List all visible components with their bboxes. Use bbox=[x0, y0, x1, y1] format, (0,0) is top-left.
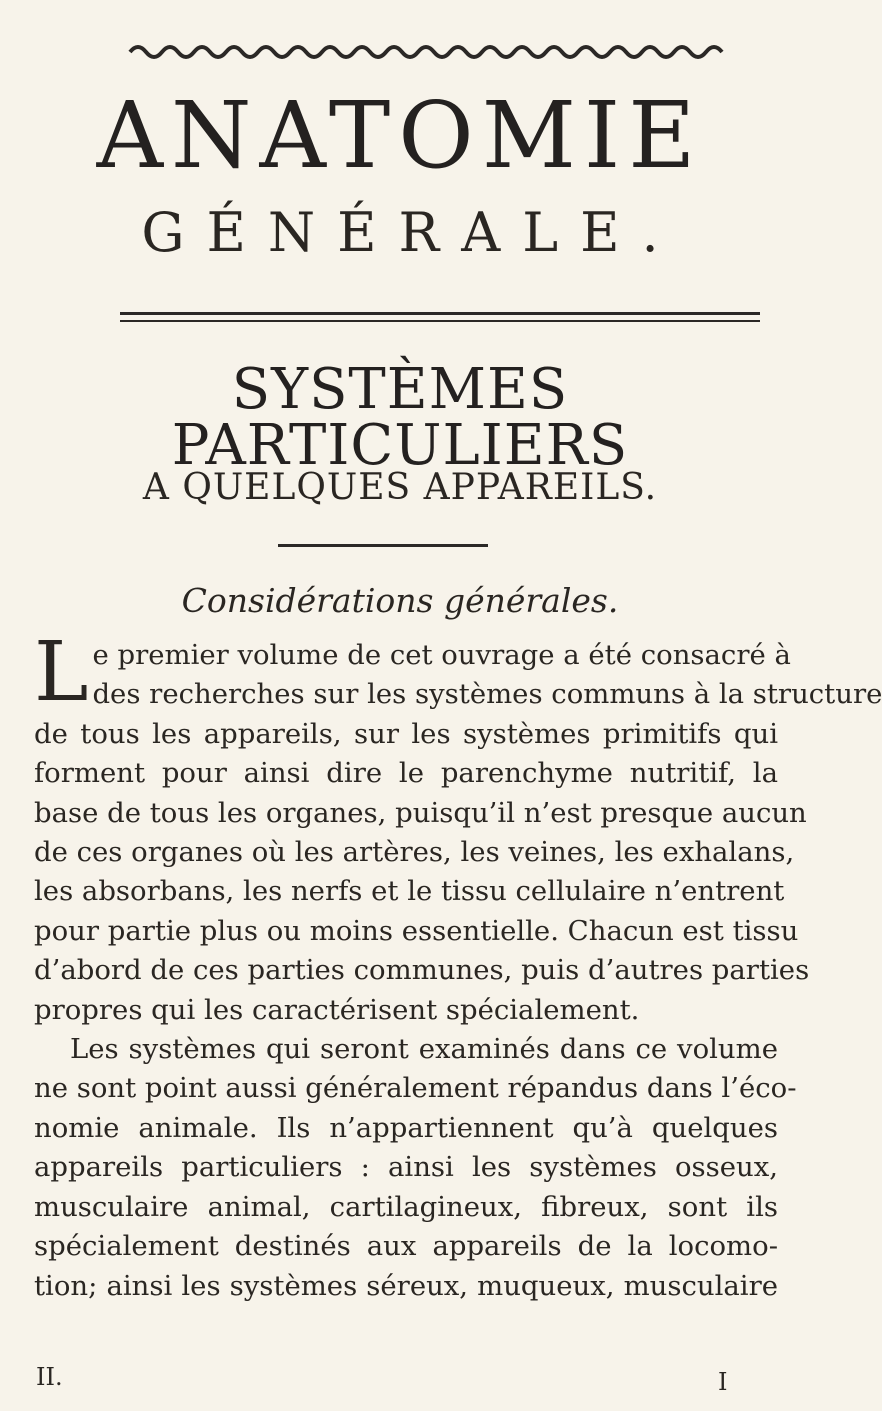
text-line: de tous les appareils, sur les systèmes primitifs qui bbox=[34, 717, 778, 750]
decorative-border-ornament bbox=[130, 38, 730, 66]
text-line: les absorbans, les nerfs et le tissu cellulaire n’entrent bbox=[34, 875, 785, 908]
text-line: propres qui les caractérisent spécialement. bbox=[34, 993, 640, 1026]
body-text bbox=[34, 625, 882, 1306]
text-line: nomie animale. Ils n’appartiennent qu’à quelques bbox=[34, 1111, 778, 1144]
text-line: e premier volume de cet ouvrage a été consacré à bbox=[92, 639, 791, 671]
signature-mark: II. bbox=[36, 1363, 63, 1391]
text-line: ne sont point aussi généralement répandus dans l’éco- bbox=[34, 1072, 797, 1105]
text-line: spécialement destinés aux appareils de la locomo- bbox=[34, 1230, 778, 1263]
paragraph-2 bbox=[34, 1030, 797, 1306]
text-line: tion; ainsi les systèmes séreux, muqueux, musculaire bbox=[34, 1269, 778, 1302]
text-line: Les systèmes qui seront examinés dans ce volume bbox=[70, 1033, 778, 1066]
section-heading: SYSTÈMES PARTICULIERS bbox=[171, 357, 629, 478]
short-rule-divider bbox=[278, 544, 488, 547]
text-line: pour partie plus ou moins essentielle. Chacun est tissu bbox=[34, 914, 799, 947]
text-line: de ces organes où les artères, les veines, les exhalans, bbox=[34, 836, 795, 869]
page-title: ANATOMIE bbox=[96, 82, 704, 189]
text-line: base de tous les organes, puisqu’il n’est presque aucun bbox=[34, 796, 807, 829]
double-rule-divider bbox=[120, 312, 760, 326]
paragraph-1 bbox=[34, 625, 882, 1030]
text-line: d’abord de ces parties communes, puis d’autres parties bbox=[34, 954, 810, 987]
signature-number: I bbox=[718, 1368, 728, 1396]
section-title: Considérations générales. bbox=[181, 581, 619, 620]
text-line: appareils particuliers : ainsi les systèmes osseux, bbox=[34, 1151, 778, 1184]
text-line: musculaire animal, cartilagineux, fibreux, sont ils bbox=[34, 1190, 778, 1223]
page-subtitle: GÉNÉRALE. bbox=[141, 201, 681, 264]
text-line: forment pour ainsi dire le parenchyme nutritif, la bbox=[34, 757, 778, 790]
text-line: des recherches sur les systèmes communs à la structure bbox=[92, 678, 882, 711]
drop-cap: L bbox=[34, 625, 89, 720]
section-subheading: A QUELQUES APPAREILS. bbox=[142, 467, 658, 508]
